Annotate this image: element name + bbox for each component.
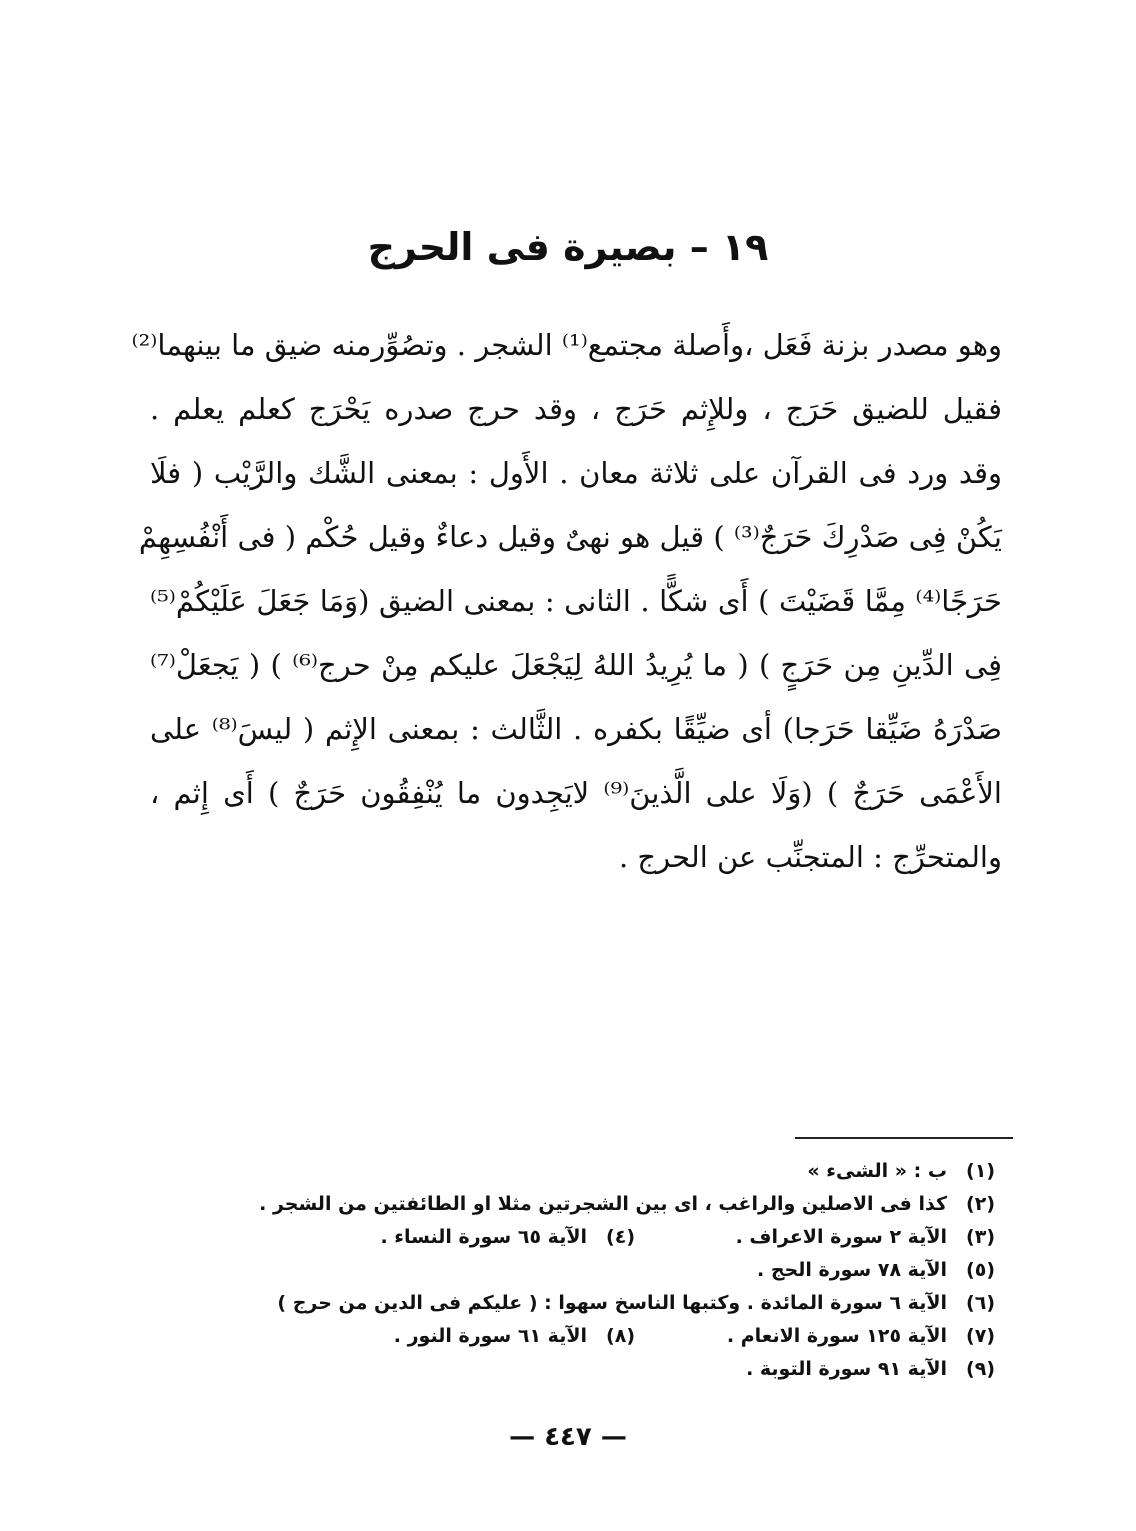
body-line: الأَعْمَى حَرَجٌ ) (وَلَا على الَّذينَ⁽⁹⁾ لايَجِدون ما يُنْفِقُون حَرَجٌ ) أَى إِثم ، [150,776,1002,810]
footnote-number: (٧) [966,1325,995,1347]
body-line: صَدْرَهُ ضَيِّقا حَرَجا) أى ضيِّقًا بكفره . الثَّالث : بمعنى الإِثم ( ليسَ⁽⁸⁾ على [150,712,1002,746]
footnote-text: الآية ١٢٥ سورة الانعام . [726,1325,947,1347]
footnotes [180,1155,995,1386]
footnote-item [180,1221,995,1254]
footnote-number: (٣) [966,1226,995,1248]
body-line: حَرَجًا⁽⁴⁾ مِمَّا قَضَيْتَ ) أَى شكًّا . الثانى : بمعنى الضيق (وَمَا جَعَلَ عَلَيْكُمْ⁽⁵⁾ [150,584,1002,618]
footnote-text: ب : « الشىء » [807,1160,947,1182]
footnote-item [180,1254,995,1287]
footnote-number: (٦) [966,1292,995,1314]
body-line: وقد ورد فى القرآن على ثلاثة معان . الأَول : بمعنى الشَّك والرَّيْب ( فلَا [150,456,1002,490]
footnote-column [635,1320,995,1353]
body-text [131,313,1002,889]
footnote-item [180,1287,995,1320]
body-line: فِى الدِّينِ مِن حَرَجٍ ) ( ما يُرِيدُ اللهُ لِيَجْعَلَ عليكم مِنْ حرج⁽⁶⁾ ) ( يَجعَلْ⁽⁷⁾ [150,648,1002,682]
footnote-number: (٩) [966,1358,995,1380]
footnote-text: الآية ٦٥ سورة النساء . [380,1226,587,1248]
footnote-column [635,1221,995,1254]
body-line: وهو مصدر بزنة فَعَل ،وأَصلة مجتمع⁽¹⁾ الشجر . وتصُوِّرمنه ضيق ما بينهما⁽²⁾ [131,328,1002,362]
body-line: والمتحرِّج : المتجنِّب عن الحرج . [618,840,1002,874]
page-number: — ٤٤٧ — [509,1422,627,1452]
section-title: ١٩ – بصيرة فى الحرج [367,225,769,269]
footnote-text: الآية ٦١ سورة النور . [393,1325,587,1347]
footnote-number: (٨) [606,1325,635,1347]
footnote-item [180,1155,995,1188]
footnote-item [180,1320,995,1353]
footnote-number: (٤) [606,1226,635,1248]
footnote-text: الآية ٧٨ سورة الحج . [757,1259,947,1281]
footnote-number: (١) [966,1160,995,1182]
footnote-text: الآية ٩١ سورة التوبة . [746,1358,947,1380]
footnote-text: الآية ٢ سورة الاعراف . [735,1226,947,1248]
footnote-item [180,1188,995,1221]
body-line: فقيل للضيق حَرَج ، وللإِثم حَرَج ، وقد حرج صدره يَحْرَج كعلم يعلم . [150,392,1002,426]
footnote-text: كذا فى الاصلين والراغب ، اى بين الشجرتين مثلا او الطائفتين من الشجر . [259,1193,947,1215]
footnote-text: الآية ٦ سورة المائدة . وكتبها الناسخ سهوا : ( عليكم فى الدين من حرج ) [277,1292,947,1314]
body-line: يَكُنْ فِى صَدْرِكَ حَرَجٌ⁽³⁾ ) قيل هو نهىٌ وقيل دعاءٌ وقيل حُكْم ( فى أَنْفُسِهِمْ [138,520,1002,554]
footnote-number: (٢) [966,1193,995,1215]
footnote-number: (٥) [966,1259,995,1281]
footnote-divider [795,1137,1013,1139]
footnote-item [180,1353,995,1386]
